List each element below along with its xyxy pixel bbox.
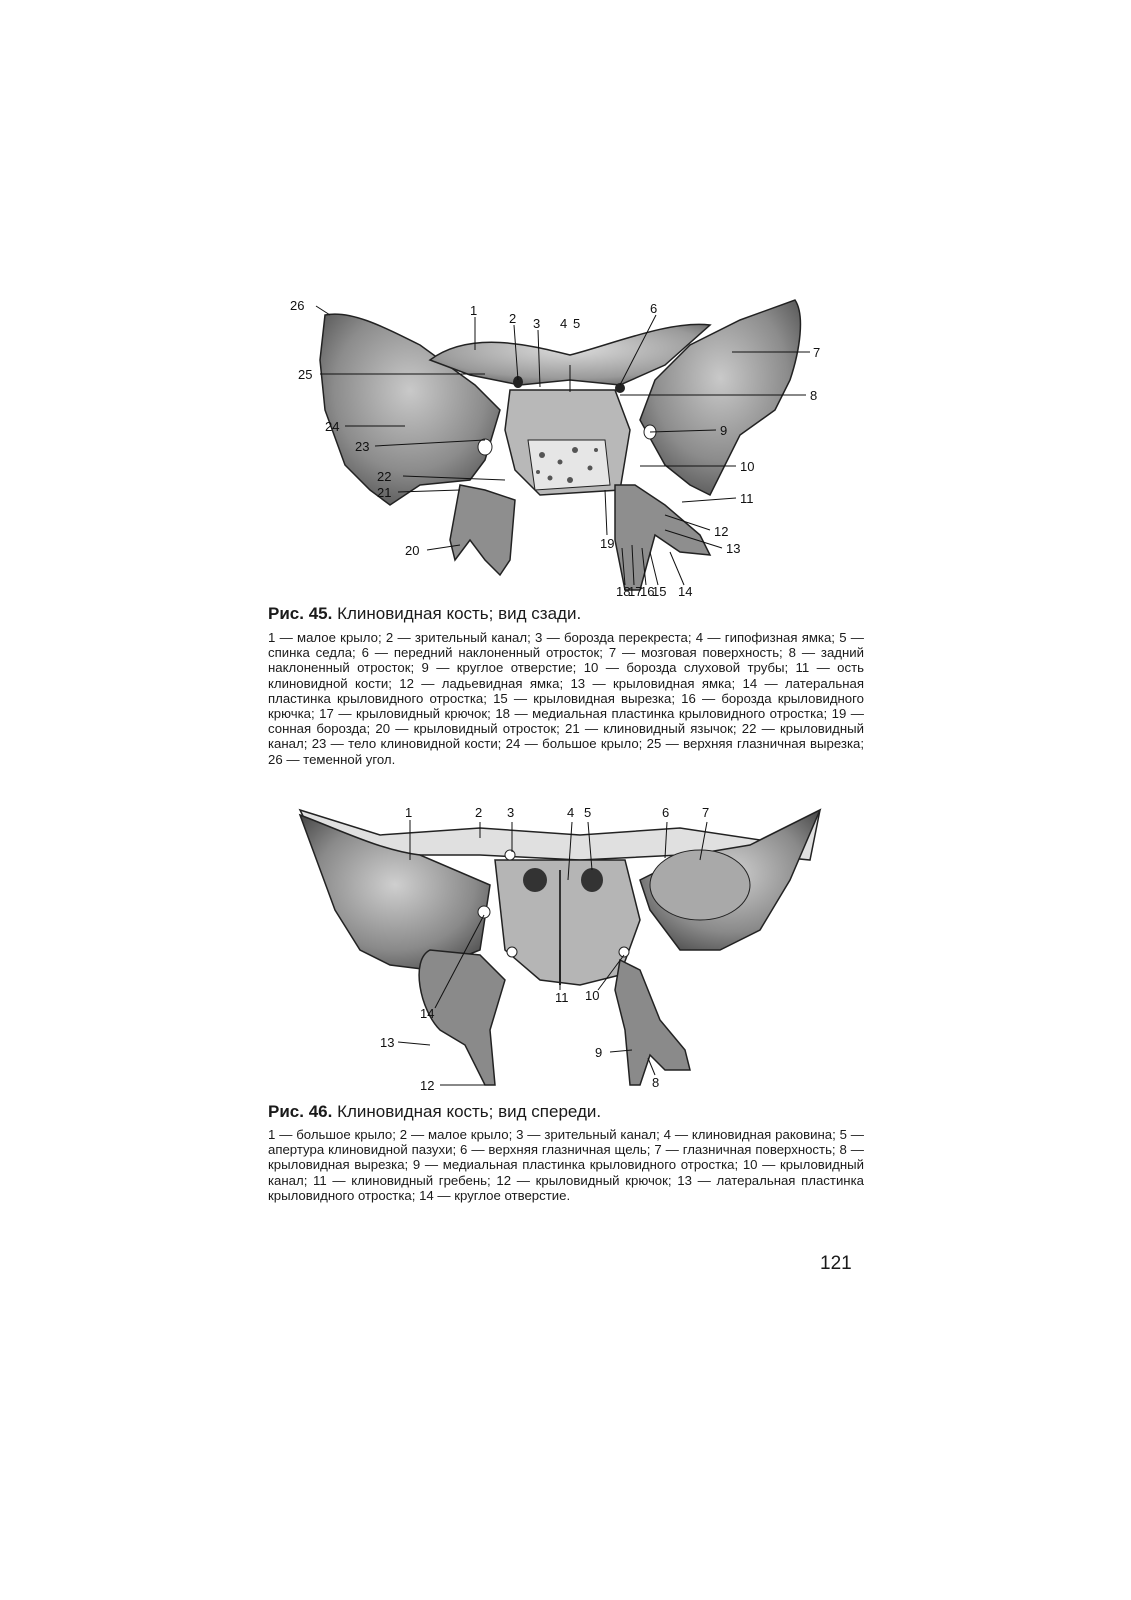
fig46-label: 3	[507, 805, 515, 820]
fig45-label: 3	[533, 316, 541, 331]
fig45-label: 24	[325, 419, 340, 434]
fig46-label: 9	[595, 1045, 603, 1060]
figure-45-illustration	[270, 290, 870, 610]
fig46-label: 1	[405, 805, 413, 820]
figure-46-number: Рис. 46.	[268, 1102, 333, 1121]
fig45-label: 20	[405, 543, 420, 558]
fig45-label: 22	[377, 469, 392, 484]
fig45-label: 13	[726, 541, 741, 556]
fig45-label: 4	[560, 316, 568, 331]
fig45-label: 18	[616, 584, 631, 599]
fig45-label: 7	[813, 345, 821, 360]
figure-45-legend: 1 — малое крыло; 2 — зрительный канал; 3 — борозда перекреста; 4 — гипофизная ямка; 5 — спинка седла; 6 — передний наклоненный отросток; 7 — мозговая поверхность; 8 — задний наклоненный отросток; 9 — круглое отверстие; 10 — борозда слуховой трубы; 11 — ость клиновидной кости; 12 — ладьевидная ямка; 13 — крыловидная ямка; 14 — латеральная пластинка крыловидного отростка; 15 — крыловидная вырезка; 16 — борозда крыловидного крючка; 17 — крыловидный крючок; 18 — медиальная пластинка крыловидного отростка; 19 — сонная борозда; 20 — крыловидный отросток; 21 — клиновидный язычок; 22 — крыловидный канал; 23 — тело клиновидной кости; 24 — большое крыло; 25 — верхняя глазничная вырезка; 26 — теменной угол.	[268, 630, 864, 767]
fig46-label: 14	[420, 1006, 435, 1021]
fig46-label: 5	[584, 805, 592, 820]
fig45-label: 26	[290, 298, 305, 313]
fig45-label: 23	[355, 439, 370, 454]
fig46-label: 8	[652, 1075, 660, 1090]
page-number: 121	[820, 1253, 852, 1274]
fig45-label: 9	[720, 423, 728, 438]
fig45-label: 25	[298, 367, 313, 382]
sphenoid-bone-anterior-drawing	[280, 800, 860, 1100]
fig45-label: 17	[628, 584, 643, 599]
fig46-label: 12	[420, 1078, 435, 1093]
sphenoid-bone-posterior-drawing	[270, 290, 870, 610]
fig45-label: 21	[377, 485, 392, 500]
figure-45-title	[268, 604, 581, 624]
fig45-label: 2	[509, 311, 517, 326]
fig45-label: 8	[810, 388, 818, 403]
fig45-label: 16	[640, 584, 655, 599]
fig46-label: 10	[585, 988, 600, 1003]
right-pterygoid-front	[615, 960, 690, 1085]
figure-46-title-text: Клиновидная кость; вид спереди.	[337, 1102, 602, 1121]
figure-46-title	[268, 1102, 601, 1122]
fig46-label: 4	[567, 805, 575, 820]
fig45-label: 12	[714, 524, 729, 539]
figure-46-legend: 1 — большое крыло; 2 — малое крыло; 3 — зрительный канал; 4 — клиновидная раковина; 5 — апертура клиновидной пазухи; 6 — верхняя глазничная щель; 7 — глазничная поверхность; 8 — крыловидная вырезка; 9 — медиальная пластинка крыловидного отростка; 10 — крыловидный канал; 11 — клиновидный гребень; 12 — крыловидный крючок; 13 — латеральная пластинка крыловидного отростка; 14 — круглое отверстие.	[268, 1127, 864, 1203]
fig45-label: 19	[600, 536, 615, 551]
fig46-label: 13	[380, 1035, 395, 1050]
fig45-label: 5	[573, 316, 581, 331]
left-pterygoid-process	[450, 485, 515, 575]
fig45-label: 10	[740, 459, 755, 474]
fig46-label: 7	[702, 805, 710, 820]
fig45-label: 15	[652, 584, 667, 599]
figure-46-illustration	[280, 800, 860, 1100]
fig45-label: 11	[740, 491, 754, 506]
fig45-label: 14	[678, 584, 693, 599]
figure-45-number: Рис. 45.	[268, 604, 333, 623]
fig46-label: 6	[662, 805, 670, 820]
fig45-label: 1	[470, 303, 478, 318]
fig45-label: 6	[650, 301, 658, 316]
fig46-label: 2	[475, 805, 483, 820]
figure-45-title-text: Клиновидная кость; вид сзади.	[337, 604, 582, 623]
fig46-label: 11	[555, 990, 569, 1005]
